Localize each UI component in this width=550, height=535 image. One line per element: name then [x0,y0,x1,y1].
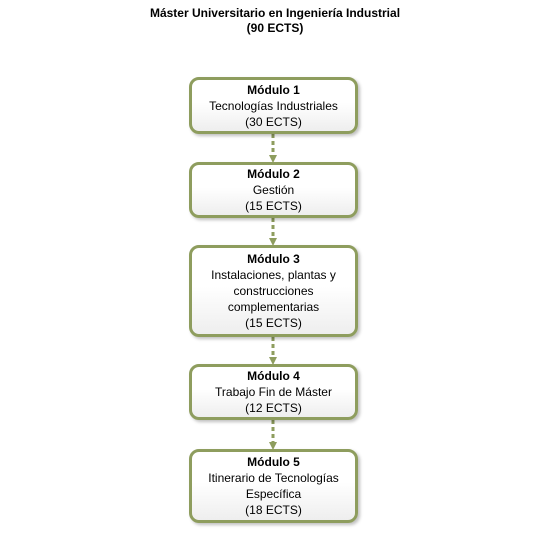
module-2-line-2: (15 ECTS) [245,199,302,213]
module-5-line-2: Específica [245,487,302,501]
module-4-line-1: Trabajo Fin de Máster [215,385,332,399]
module-3-title: Módulo 3 [247,252,300,266]
diagram-title-line-2: (90 ECTS) [246,21,304,35]
module-4-line-2: (12 ECTS) [245,401,302,415]
module-3-line-1: Instalaciones, plantas y [211,268,336,282]
module-5-box [189,449,358,523]
module-1-title: Módulo 1 [247,82,300,97]
module-1-line-2: (30 ECTS) [245,114,302,129]
module-4-box [189,364,358,420]
module-3-line-2: construcciones [233,284,314,298]
module-5-title: Módulo 5 [247,455,300,469]
module-2-title: Módulo 2 [247,167,300,181]
module-4-title: Módulo 4 [247,369,300,383]
diagram-title-line-1: Máster Universitario en Ingeniería Industrial [149,6,401,20]
module-3-line-4: (15 ECTS) [245,316,302,330]
module-5-line-1: Itinerario de Tecnologías [208,471,339,485]
module-2-line-1: Gestión [252,183,295,197]
module-1-box [189,77,358,134]
module-1-line-1: Tecnologías Industriales [209,98,338,113]
module-3-box [189,245,358,337]
module-5-line-3: (18 ECTS) [245,503,302,517]
module-3-line-3: complementarias [227,300,320,314]
module-2-box [189,162,358,218]
